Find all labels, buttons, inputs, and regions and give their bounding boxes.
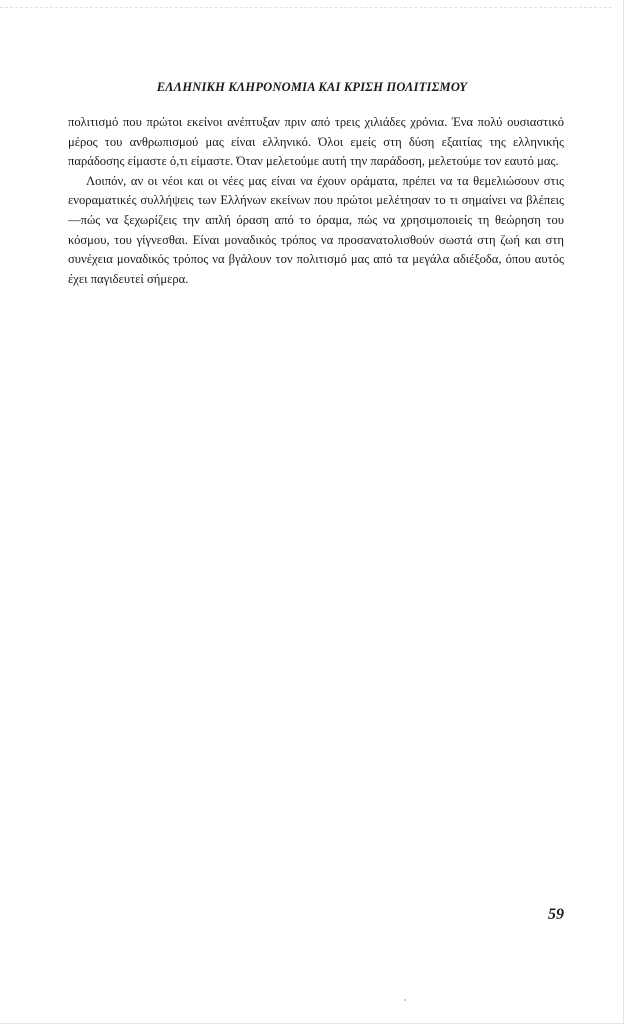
body-text: [68, 113, 564, 289]
running-head: ΕΛΛΗΝΙΚΗ ΚΛΗΡΟΝΟΜΙΑ ΚΑΙ ΚΡΙΣΗ ΠΟΛΙΤΙΣΜΟΥ: [156, 80, 468, 94]
paragraph-visions: Λοιπόν, αν οι νέοι και οι νέες μας είναι να έχουν οράματα, πρέπει να τα θεμελιώσουν στις ενοραματικές συλλήψεις των Ελλήνων εκείνων που πρώτοι μελέτησαν το τι σημαίνει να βλέπεις —πώς να ξεχωρίζεις την απλή όραση από το όραμα, πώς να χρησιμοποιείς τη θεώρηση του κόσμου, του γίγνεσθαι. Είναι μοναδικός τρόπος να προσανατολισθούν σωστά στη ζωή και στη συνέχεια μοναδικός τρόπος να βγάλουν τον πολιτισμό μας από τα μεγάλα αδιέξοδα, όπου αυτός έχει παγιδευτεί σήμερα.: [68, 173, 564, 286]
scan-speck: [404, 999, 406, 1001]
page-number: 59: [548, 906, 564, 923]
paragraph-continuation: πολιτισμό που πρώτοι εκείνοι ανέπτυξαν πριν από τρεις χιλιάδες χρόνια. Ένα πολύ ουσιαστικό μέρος του ανθρωπισμού μας είναι ελληνικό. Όλοι εμείς στη δύση εξαιτίας της ελληνικής παράδοσης είμαστε ό,τι είμαστε. Όταν μελετούμε αυτή την παράδοση, μελετούμε τον εαυτό μας.: [68, 115, 564, 169]
scan-edge-line: [0, 7, 612, 8]
